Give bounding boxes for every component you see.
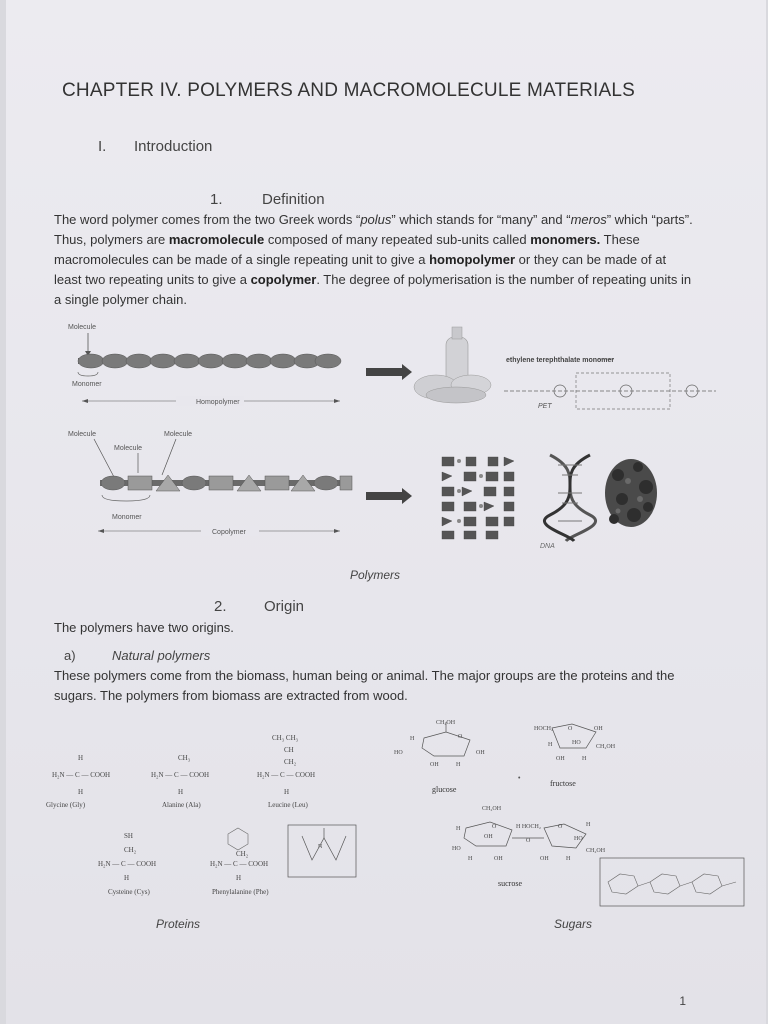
pet-bottles-image <box>414 327 491 403</box>
svg-text:H₂N — C — COOH: H₂N — C — COOH <box>257 771 316 779</box>
svg-text:H: H <box>456 762 461 768</box>
natural-polymers-title: Natural polymers <box>112 648 211 663</box>
svg-text:H₂N — C — COOH: H₂N — C — COOH <box>210 860 269 868</box>
svg-text:H HOCH₂: H HOCH₂ <box>516 824 541 830</box>
monomer-unit <box>270 354 296 368</box>
subsection-heading-definition <box>210 191 325 208</box>
svg-text:N: N <box>318 844 323 850</box>
svg-text:OH: OH <box>494 856 503 862</box>
svg-text:SH: SH <box>124 832 133 840</box>
svg-text:CH₂: CH₂ <box>236 850 249 858</box>
glucose-structure <box>422 722 470 756</box>
svg-text:H: H <box>456 826 461 832</box>
svg-text:CH₃: CH₃ <box>178 754 191 762</box>
monomer-unit <box>78 354 104 368</box>
polysaccharide-structure <box>600 858 744 906</box>
term-macromolecule: macromolecule <box>168 232 265 247</box>
subsection-title: Definition <box>262 191 325 208</box>
svg-text:OH: OH <box>556 756 565 762</box>
svg-text:CH₂OH: CH₂OH <box>482 806 502 812</box>
term-meros: meros <box>570 212 607 227</box>
monomer-unit <box>340 476 352 490</box>
polymers-figure <box>6 315 766 560</box>
svg-text:O: O <box>558 824 563 830</box>
svg-text:O: O <box>568 726 573 732</box>
svg-text:OH: OH <box>540 856 549 862</box>
label-glucose: glucose <box>432 785 457 794</box>
svg-text:OH: OH <box>476 750 485 756</box>
caption-proteins: Proteins <box>156 917 201 931</box>
svg-text:CH₂OH: CH₂OH <box>596 744 616 750</box>
label-copolymer: Copolymer <box>212 529 246 536</box>
monomer-unit <box>265 476 289 490</box>
svg-text:H: H <box>582 756 587 762</box>
section-number: I. <box>98 138 107 155</box>
monomer-unit <box>209 476 233 490</box>
label-leucine: Leucine (Leu) <box>268 801 308 809</box>
origin-paragraph: The polymers have two origins. <box>54 620 234 635</box>
page-number: 1 <box>679 994 686 1008</box>
svg-text:O: O <box>492 824 497 830</box>
svg-text:HO: HO <box>394 750 403 756</box>
protein-structure-image <box>605 459 657 527</box>
subsection-title: Origin <box>264 598 305 615</box>
label-phenylalanine: Phenylalanine (Phe) <box>212 888 269 896</box>
svg-text:CH₂: CH₂ <box>284 758 297 766</box>
label-molecule: Molecule <box>68 324 97 331</box>
svg-text:H: H <box>468 856 473 862</box>
svg-text:H: H <box>410 736 415 742</box>
document-page <box>6 0 766 1024</box>
term-copolymer: copolymer <box>250 272 317 287</box>
svg-text:OH: OH <box>594 726 603 732</box>
caption-sugars: Sugars <box>554 917 593 931</box>
dna-helix-image <box>544 455 595 541</box>
chapter-title: CHAPTER IV. POLYMERS AND MACROMOLECULE MATERIALS <box>62 80 636 101</box>
monomer-unit <box>246 354 272 368</box>
svg-text:H: H <box>78 788 84 796</box>
svg-text:OH: OH <box>484 834 493 840</box>
svg-text:H: H <box>124 874 130 882</box>
label-molecule-mid: Molecule <box>114 445 143 452</box>
svg-text:O: O <box>458 734 463 740</box>
subsection-heading-natural-polymers <box>64 648 210 663</box>
label-sucrose: sucrose <box>498 879 522 888</box>
svg-text:H: H <box>284 788 290 796</box>
label-monomer-2: Monomer <box>112 514 142 521</box>
section-heading-introduction <box>98 138 212 155</box>
monomer-unit <box>182 476 206 490</box>
homopolymer-chain <box>78 354 341 368</box>
monomer-unit <box>174 354 200 368</box>
svg-text:H: H <box>78 754 84 762</box>
monomer-unit <box>198 354 224 368</box>
natural-polymers-paragraph: These polymers come from the biomass, human being or animal. The major groups are the proteins and the sugars. The polymers from biomass are extracted from wood. <box>54 668 675 703</box>
monomer-unit <box>222 354 248 368</box>
subsection-heading-origin <box>214 598 304 615</box>
subsection-number: 2. <box>214 598 227 615</box>
svg-text:H: H <box>548 742 553 748</box>
monomer-unit <box>150 354 176 368</box>
svg-text:HO: HO <box>572 740 581 746</box>
amino-acid-structures <box>46 734 315 896</box>
figure-caption-polymers: Polymers <box>350 568 401 582</box>
label-fructose: fructose <box>550 779 576 788</box>
subsection-number: 1. <box>210 191 223 208</box>
svg-text:H: H <box>566 856 571 862</box>
monomer-unit <box>102 354 128 368</box>
section-title: Introduction <box>134 138 213 155</box>
svg-text:CH₂OH: CH₂OH <box>586 848 606 854</box>
label-dna: DNA <box>540 543 555 550</box>
label-alanine: Alanine (Ala) <box>162 801 201 809</box>
svg-text:H₂N — C — COOH: H₂N — C — COOH <box>98 860 157 868</box>
peptide-bond-structure <box>288 825 356 877</box>
svg-text:H: H <box>236 874 242 882</box>
copolymer-chain <box>100 475 352 491</box>
svg-text:CH₂OH: CH₂OH <box>436 720 456 726</box>
monomer-brace <box>102 495 150 501</box>
label-glycine: Glycine (Gly) <box>46 801 86 809</box>
svg-text:H₂N — C — COOH: H₂N — C — COOH <box>52 771 111 779</box>
monomer-unit <box>126 354 152 368</box>
term-homopolymer: homopolymer <box>429 252 516 267</box>
label-homopolymer: Homopolymer <box>196 399 240 406</box>
svg-text:OH: OH <box>430 762 439 768</box>
right-arrow-icon <box>366 488 412 504</box>
svg-text:HOCH₂: HOCH₂ <box>534 726 554 732</box>
monomer-unit <box>101 476 125 490</box>
biopolymers-figure <box>6 710 766 950</box>
label-cysteine: Cysteine (Cys) <box>108 888 150 896</box>
svg-text:CH₃ CH₃: CH₃ CH₃ <box>272 734 299 742</box>
svg-text:HO: HO <box>452 846 461 852</box>
svg-text:HO: HO <box>574 836 583 842</box>
label-ethylene-monomer: ethylene terephthalate monomer <box>506 357 615 364</box>
svg-text:H: H <box>178 788 184 796</box>
svg-text:H₂N — C — COOH: H₂N — C — COOH <box>151 771 210 779</box>
definition-paragraph: The word polymer comes from the two Greek words “polus” which stands for “many” and “meros” which “parts”. Thus, polymers are macromolecule composed of many repeated sub-units called monomers. These macromolecules can be made of a single repeating unit to give a homopolymer or they can be made of at least two repeating units to give a copolymer. The degree of polymerisation is the number of repeating units in a single polymer chain. <box>54 212 693 307</box>
svg-text:H: H <box>586 822 591 828</box>
svg-text:CH₂: CH₂ <box>124 846 137 854</box>
monomer-unit <box>128 476 152 490</box>
right-arrow-icon <box>366 364 412 380</box>
svg-text:CH: CH <box>284 746 294 754</box>
monomer-unit <box>315 354 341 368</box>
monomer-brace <box>78 372 98 376</box>
list-label: a) <box>64 648 76 663</box>
label-pet: PET <box>538 403 552 410</box>
svg-text:O: O <box>526 838 531 844</box>
label-molecule-right: Molecule <box>164 431 193 438</box>
term-monomers: monomers. <box>530 232 601 247</box>
monomer-unit <box>314 476 338 490</box>
label-monomer: Monomer <box>72 381 102 388</box>
term-polus: polus <box>360 212 392 227</box>
copolymer-grid-image <box>438 455 514 539</box>
svg-text:•: • <box>518 775 521 782</box>
label-molecule-left: Molecule <box>68 431 97 438</box>
